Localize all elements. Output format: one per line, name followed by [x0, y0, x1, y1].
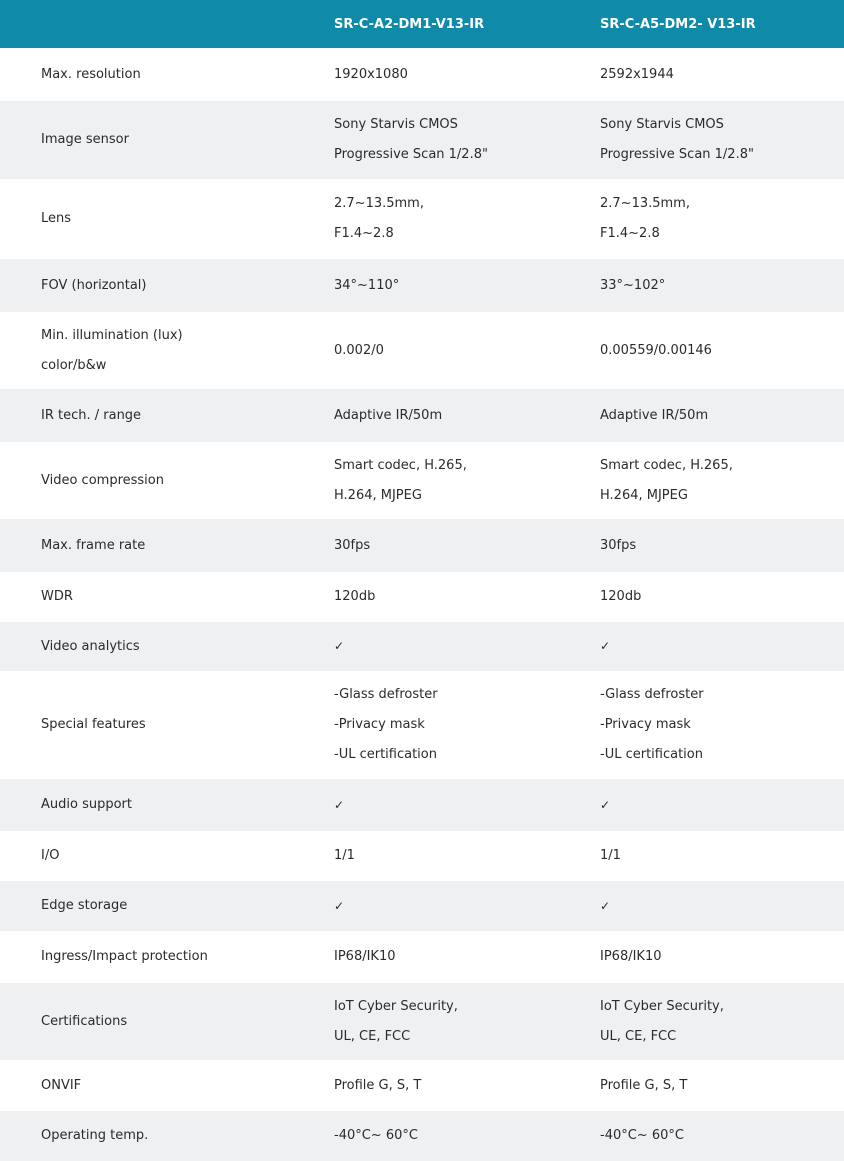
model-b-value: [559, 1121, 844, 1151]
model-a-value: [293, 790, 559, 821]
model-a-value: [293, 60, 559, 90]
check-icon: ✓: [334, 639, 345, 653]
model-b-value-line: Profile G, S, T: [600, 1077, 688, 1093]
model-a-value-line: Smart codec, H.265,: [334, 457, 467, 473]
row-label: [0, 271, 293, 301]
model-a-value: [293, 582, 559, 612]
model-a-value: [293, 1071, 559, 1101]
table-row: [0, 259, 844, 312]
model-a-value-line: 120db: [334, 589, 376, 604]
model-a-value: [293, 841, 559, 871]
row-label: [0, 466, 293, 496]
table-row: [0, 48, 844, 101]
model-b-value-line: Sony Starvis CMOS: [600, 117, 724, 132]
model-a-value-line: 1920x1080: [334, 66, 408, 82]
model-a-value: [293, 401, 559, 431]
table-row: [0, 389, 844, 442]
row-label: [0, 401, 293, 431]
model-a-value-line: UL, CE, FCC: [334, 1028, 411, 1044]
row-label: [0, 321, 293, 381]
model-b-value-line: Smart codec, H.265,: [600, 457, 733, 473]
row-label: [0, 942, 293, 972]
model-b-value-line: IP68/IK10: [600, 949, 662, 964]
row-label-line: Lens: [41, 211, 72, 226]
check-icon: ✓: [334, 797, 345, 812]
model-b-value: [559, 631, 844, 662]
row-label: [0, 632, 293, 662]
row-label-line: Min. illumination (lux): [41, 327, 183, 343]
row-label: [0, 531, 293, 561]
row-label: [0, 1121, 293, 1151]
model-b-value: [559, 942, 844, 972]
model-a-value-line: H.264, MJPEG: [334, 487, 422, 503]
header-model-b: SR-C-A5-DM2- V13-IR: [600, 16, 756, 32]
model-a-value-line: Sony Starvis CMOS: [334, 117, 458, 132]
model-b-value: [559, 271, 844, 301]
model-b-value-line: UL, CE, FCC: [600, 1028, 677, 1044]
table-row: [0, 983, 844, 1060]
model-b-value: [559, 60, 844, 90]
row-label-line: ONVIF: [41, 1077, 82, 1093]
model-b-value-line: F1.4~2.8: [600, 226, 660, 241]
table-row: [0, 831, 844, 881]
model-b-value-line: -Glass defroster: [600, 687, 704, 702]
row-label: [0, 60, 293, 90]
model-a-value: [293, 631, 559, 662]
model-b-value-line: H.264, MJPEG: [600, 487, 688, 503]
row-label: [0, 1071, 293, 1101]
row-label: [0, 125, 293, 155]
model-b-value: [559, 451, 844, 511]
table-row: [0, 442, 844, 519]
model-a-value-line: 0.002/0: [334, 342, 384, 358]
model-b-value-line: Adaptive IR/50m: [600, 407, 709, 423]
row-label-line: IR tech. / range: [41, 407, 142, 423]
table-row: [0, 931, 844, 983]
row-label: [0, 790, 293, 820]
model-b-value-line: 120db: [600, 589, 642, 604]
check-icon: ✓: [600, 639, 611, 653]
check-icon: ✓: [334, 898, 345, 913]
model-b-value: [559, 189, 844, 249]
model-a-value: [293, 891, 559, 922]
model-b-value: [559, 531, 844, 561]
check-icon: ✓: [600, 898, 611, 913]
model-b-value-line: -Privacy mask: [600, 717, 691, 732]
model-a-value: [293, 942, 559, 972]
model-b-value-line: 2.7~13.5mm,: [600, 196, 690, 211]
row-label-line: Special features: [41, 717, 146, 732]
row-label: [0, 582, 293, 612]
model-a-value-line: IoT Cyber Security,: [334, 998, 458, 1014]
model-a-value-line: Adaptive IR/50m: [334, 407, 443, 423]
table-header: [0, 0, 844, 48]
row-label: [0, 841, 293, 871]
row-label: [0, 1007, 293, 1037]
row-label-line: Edge storage: [41, 898, 128, 913]
model-a-value: [293, 1121, 559, 1151]
row-label-line: Video compression: [41, 472, 164, 488]
table-row: [0, 1060, 844, 1111]
model-b-value: [559, 401, 844, 431]
row-label: [0, 891, 293, 921]
model-a-value-line: 34°~110°: [334, 277, 400, 293]
table-row: [0, 312, 844, 389]
row-label-line: Max. frame rate: [41, 537, 146, 553]
model-b-value: [559, 841, 844, 871]
model-a-value: [293, 680, 559, 770]
model-a-value: [293, 271, 559, 301]
model-a-value-line: -Privacy mask: [334, 717, 425, 732]
model-b-value-line: 33°~102°: [600, 277, 666, 293]
model-b-value-line: 30fps: [600, 537, 637, 553]
model-a-value-line: Profile G, S, T: [334, 1077, 422, 1093]
row-label-line: WDR: [41, 589, 73, 604]
model-a-value-line: 30fps: [334, 537, 371, 553]
model-a-value-line: -Glass defroster: [334, 687, 438, 702]
table-row: [0, 572, 844, 622]
model-b-value-line: 0.00559/0.00146: [600, 342, 712, 358]
model-b-value: [559, 790, 844, 821]
model-b-value: [559, 1071, 844, 1101]
model-a-value-line: Progressive Scan 1/2.8": [334, 147, 488, 162]
model-a-value-line: F1.4~2.8: [334, 226, 394, 241]
row-label-line: Certifications: [41, 1013, 128, 1029]
model-b-value-line: -UL certification: [600, 747, 703, 762]
model-b-value-line: 2592x1944: [600, 66, 674, 82]
row-label-line: Image sensor: [41, 132, 129, 147]
model-b-value-line: IoT Cyber Security,: [600, 998, 724, 1014]
table-row: [0, 519, 844, 572]
model-a-value: [293, 189, 559, 249]
model-a-value-line: -40°C~ 60°C: [334, 1128, 418, 1143]
model-b-value-line: -40°C~ 60°C: [600, 1128, 684, 1143]
model-b-value: [559, 891, 844, 922]
model-a-value-line: IP68/IK10: [334, 949, 396, 964]
row-label-line: Audio support: [41, 797, 132, 812]
row-label-line: FOV (horizontal): [41, 277, 147, 293]
model-a-value: [293, 336, 559, 366]
model-b-value-line: 1/1: [600, 848, 621, 863]
row-label-line: Video analytics: [41, 638, 140, 654]
row-label-line: I/O: [41, 848, 60, 863]
table-row: [0, 622, 844, 671]
row-label-line: color/b&w: [41, 357, 107, 373]
row-label: [0, 204, 293, 234]
model-b-value-line: Progressive Scan 1/2.8": [600, 147, 754, 162]
model-a-value: [293, 992, 559, 1052]
model-a-value-line: -UL certification: [334, 747, 437, 762]
table-row: [0, 671, 844, 779]
model-b-value: [559, 680, 844, 770]
model-a-value: [293, 110, 559, 170]
model-b-value: [559, 110, 844, 170]
table-row: [0, 179, 844, 259]
model-a-value: [293, 451, 559, 511]
model-a-value: [293, 531, 559, 561]
model-a-value-line: 2.7~13.5mm,: [334, 196, 424, 211]
row-label-line: Max. resolution: [41, 66, 141, 82]
model-b-value: [559, 582, 844, 612]
row-label-line: Ingress/Impact protection: [41, 949, 208, 964]
table-row: [0, 101, 844, 179]
table-row: [0, 779, 844, 831]
table-body: [0, 48, 844, 1161]
model-b-value: [559, 992, 844, 1052]
check-icon: ✓: [600, 797, 611, 812]
row-label-line: Operating temp.: [41, 1128, 149, 1143]
model-a-value-line: 1/1: [334, 848, 355, 863]
table-row: [0, 1111, 844, 1161]
table-row: [0, 881, 844, 931]
row-label: [0, 710, 293, 740]
header-model-a: SR-C-A2-DM1-V13-IR: [334, 16, 485, 32]
model-b-value: [559, 336, 844, 366]
